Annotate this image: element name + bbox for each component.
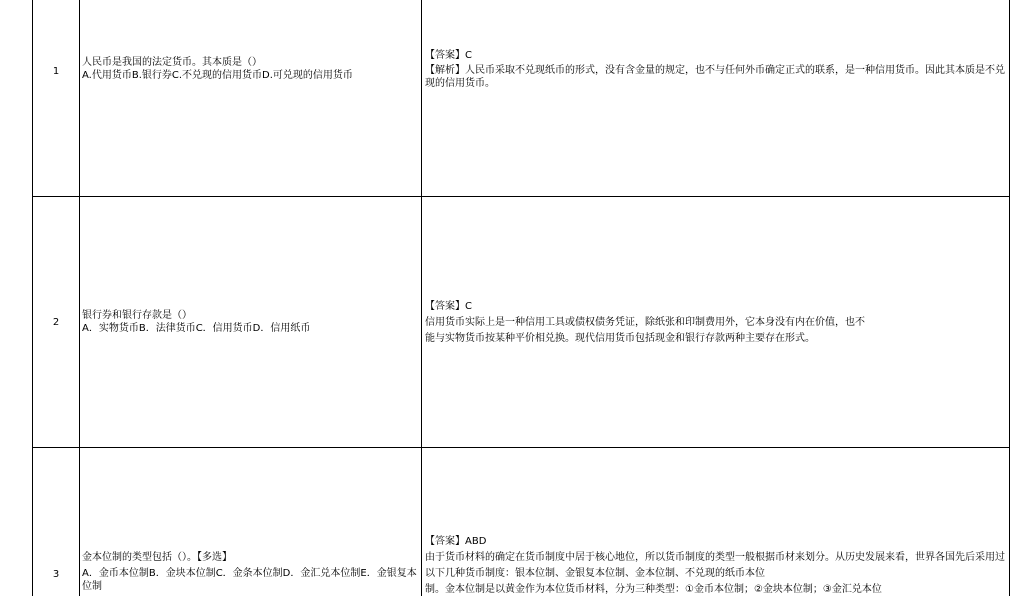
- question-cell: [82, 551, 418, 593]
- table-border-left: [32, 0, 33, 596]
- question-text: 人民币是我国的法定货币。其本质是（）: [82, 57, 262, 68]
- row-divider-1: [32, 196, 1010, 197]
- answer-explanation-line: 信用货币实际上是一种信用工具或债权债务凭证，除纸张和印制费用外，它本身没有内在价值，也不: [425, 317, 865, 328]
- question-options: 位制: [82, 581, 102, 592]
- answer-cell: [425, 49, 1007, 90]
- row-number: 2: [52, 317, 60, 328]
- answer-explanation-line: 能与实物货币按某种平价相兑换。现代信用货币包括现金和银行存款两种主要存在形式。: [425, 333, 815, 344]
- question-text: 金本位制的类型包括（）。【多选】: [82, 552, 232, 563]
- question-cell: [82, 309, 418, 335]
- answer-explanation: 【解析】人民币采取不兑现纸币的形式，没有含金量的规定，也不与任何外币确定正式的联系，是一种信用货币。因此其本质是不兑现的信用货币。: [425, 65, 1005, 89]
- column-divider-question: [421, 0, 422, 596]
- row-number: 1: [52, 66, 60, 77]
- answer-explanation-line: 由于货币材料的确定在货币制度中居于核心地位，所以货币制度的类型一般根据币材来划分。从历史发展来看，世界各国先后采用过: [425, 552, 1005, 563]
- answer-cell: [425, 300, 1007, 345]
- answer-key: 【答案】C: [425, 50, 472, 61]
- answer-explanation-line: 以下几种货币制度：银本位制、金银复本位制、金本位制、不兑现的纸币本位: [425, 568, 765, 579]
- row-number: 3: [52, 569, 60, 580]
- question-text: 银行券和银行存款是（）: [82, 310, 192, 321]
- answer-cell: [425, 535, 1007, 596]
- question-cell: [82, 56, 418, 82]
- question-options: A．金币本位制B．金块本位制C．金条本位制D．金汇兑本位制E．金银复本: [82, 568, 417, 579]
- question-options: A.代用货币B.银行券C.不兑现的信用货币D.可兑现的信用货币: [82, 70, 353, 81]
- answer-key: 【答案】ABD: [425, 536, 487, 547]
- answer-explanation-line: 制。金本位制是以黄金作为本位货币材料，分为三种类型：①金币本位制；②金块本位制；③金汇兑本位: [425, 584, 882, 595]
- table-border-right: [1009, 0, 1010, 596]
- question-options: A．实物货币B．法律货币C．信用货币D．信用纸币: [82, 323, 311, 334]
- row-divider-2: [32, 447, 1010, 448]
- column-divider-number: [79, 0, 80, 596]
- answer-key: 【答案】C: [425, 301, 472, 312]
